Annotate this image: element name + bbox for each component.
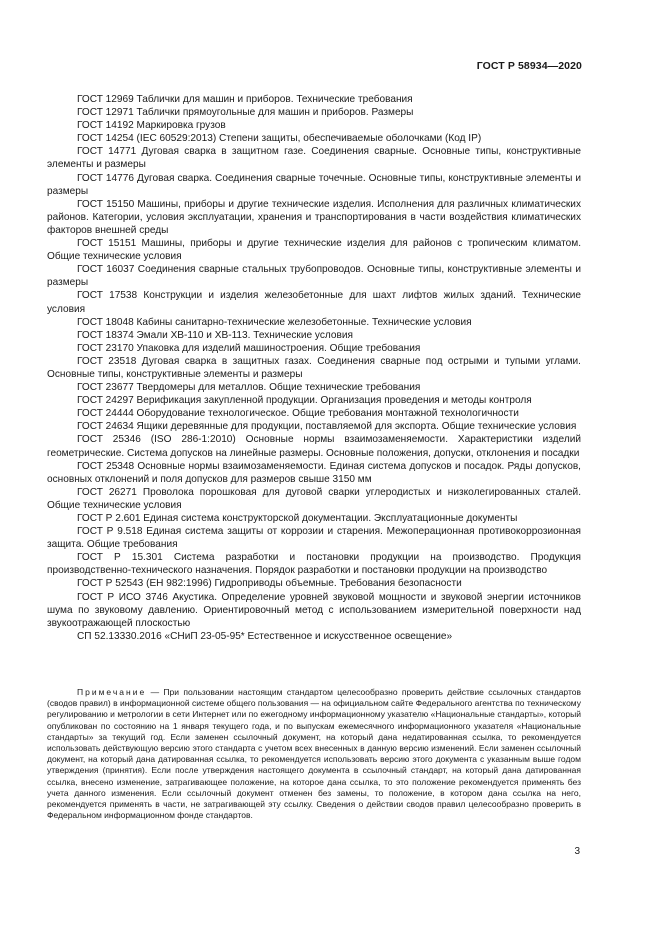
note-lead: Примечание [77, 687, 147, 697]
reference-entry: ГОСТ 26271 Проволока порошковая для дуговой сварки углеродистых и низколегированных сталей. Общие технические условия [47, 486, 581, 511]
reference-entry: ГОСТ Р ИСО 3746 Акустика. Определение уровней звуковой мощности и звуковой энергии источников шума по звуковому давлению. Ориентировочный метод с использованием измерительной поверхности над звукоотражающей плоскостью [47, 591, 581, 629]
reference-entry: ГОСТ Р 2.601 Единая система конструкторской документации. Эксплуатационные документы [77, 513, 518, 524]
note-text: — При пользовании настоящим стандартом целесообразно проверить действие ссылочных стандартов (сводов правил) в информационной системе общего пользования — на официальном сайте Федерального агентства по техническому регулированию и метрологии в сети Интернет или по ежегодному информационному указателю «Национальные стандарты», который опубликован по состоянию на 1 января текущего года, и по выпускам ежемесячного информационного указателя «Национальные стандарты» за текущий год. Если заменен ссылочный документ, на который дана недатированная ссылка, то рекомендуется использовать действующую версию этого стандарта с учетом всех внесенных в данную версию изменений. Если заменен ссылочный документ, на который дана датированная ссылка, то рекомендуется использовать версию этого документа с указанным выше годом утверждения (принятия). Если после утверждения настоящего документа в ссылочный стандарт, на который дана датированная ссылка, внесено изменение, затрагивающее положение, на которое дана ссылка, то это положение рекомендуется применять без учета данного изменения. Если ссылочный документ отменен без замены, то положение, в котором дана ссылка на него, рекомендуется применять в части, не затрагивающей эту ссылку. Сведения о действии сводов правил целесообразно проверить в Федеральном информационном фонде стандартов. [47, 687, 581, 821]
reference-entry: ГОСТ 14192 Маркировка грузов [77, 120, 226, 132]
reference-entry: ГОСТ 23677 Твердомеры для металлов. Общие технические требования [77, 382, 421, 394]
reference-entry: ГОСТ 23170 Упаковка для изделий машиностроения. Общие требования [77, 342, 421, 354]
reference-entry: ГОСТ 14254 (IEC 60529:2013) Степени защиты, обеспечиваемые оболочками (Код IP) [77, 133, 482, 145]
note-block [47, 687, 581, 821]
normative-references-list [47, 93, 581, 643]
reference-entry: ГОСТ 16037 Соединения сварные стальных трубопроводов. Основные типы, конструктивные элементы и размеры [47, 264, 581, 289]
reference-entry: ГОСТ 25346 (ISO 286-1:2010) Основные нормы взаимозаменяемости. Характеристики изделий геометрические. Система допусков на линейные размеры. Основные положения, допуски, отклонения и посадки [47, 434, 581, 459]
reference-entry: ГОСТ 17538 Конструкции и изделия железобетонные для шахт лифтов жилых зданий. Технические условия [47, 290, 581, 315]
reference-entry: ГОСТ 14776 Дуговая сварка. Соединения сварные точечные. Основные типы, конструктивные элементы и размеры [47, 172, 581, 197]
reference-entry: ГОСТ 15151 Машины, приборы и другие технические изделия для районов с тропическим климатом. Общие технические условия [47, 238, 581, 263]
reference-entry: ГОСТ 23518 Дуговая сварка в защитных газах. Соединения сварные под острыми и тупыми углами. Основные типы, конструктивные элементы и размеры [47, 355, 581, 380]
reference-entry: ГОСТ 18048 Кабины санитарно-технические железобетонные. Технические условия [77, 316, 472, 328]
reference-entry: СП 52.13330.2016 «СНиП 23-05-95* Естественное и искусственное освещение» [77, 630, 453, 642]
reference-entry: ГОСТ 24634 Ящики деревянные для продукции, поставляемой для экспорта. Общие технические условия [77, 421, 577, 433]
reference-entry: ГОСТ 24444 Оборудование технологическое. Общие требования монтажной технологичности [77, 408, 519, 420]
document-header-id: ГОСТ Р 58934—2020 [476, 60, 582, 72]
reference-entry: ГОСТ 12971 Таблички прямоугольные для машин и приборов. Размеры [77, 107, 414, 119]
note-paragraph [47, 687, 581, 821]
reference-entry: ГОСТ Р 52543 (ЕН 982:1996) Гидроприводы объемные. Требования безопасности [77, 578, 462, 590]
reference-entry: ГОСТ 24297 Верификация закупленной продукции. Организация проведения и методы контроля [77, 395, 532, 407]
reference-entry: ГОСТ Р 9.518 Единая система защиты от коррозии и старения. Межоперационная противокоррозионная защита. Общие требования [47, 526, 581, 551]
reference-entry: ГОСТ 15150 Машины, приборы и другие технические изделия. Исполнения для различных климатических районов. Категории, условия эксплуатации, хранения и транспортирования в части воздействия климатических факторов внешней среды [47, 198, 581, 236]
reference-entry: ГОСТ 18374 Эмали ХВ-110 и ХВ-113. Технические условия [77, 329, 353, 341]
reference-entry: ГОСТ 14771 Дуговая сварка в защитном газе. Соединения сварные. Основные типы, конструктивные элементы и размеры [47, 146, 581, 171]
reference-entry: ГОСТ 12969 Таблички для машин и приборов. Технические требования [77, 94, 413, 105]
page-number: 3 [574, 846, 580, 857]
reference-entry: ГОСТ Р 15.301 Система разработки и постановки продукции на производство. Продукция производственно-технического назначения. Порядок разработки и постановки продукции на производство [47, 552, 581, 577]
reference-entry: ГОСТ 25348 Основные нормы взаимозаменяемости. Единая система допусков и посадок. Ряды допусков, основных отклонений и поля допусков для размеров свыше 3150 мм [47, 460, 581, 485]
